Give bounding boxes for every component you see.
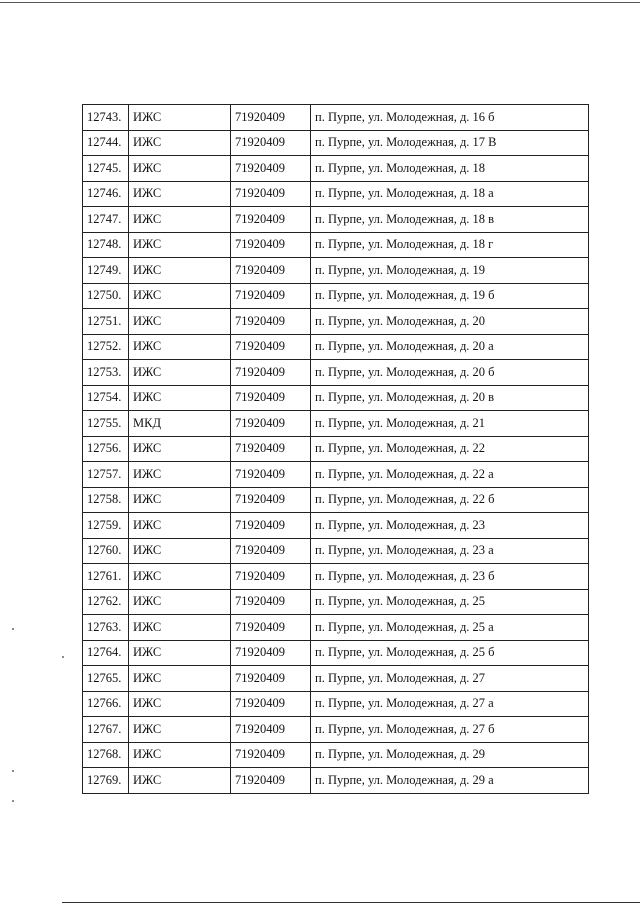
table-row	[83, 105, 589, 131]
address-cell: п. Пурпе, ул. Молодежная, д. 25	[311, 589, 589, 615]
building-type-cell: ИЖС	[129, 334, 231, 360]
address-cell: п. Пурпе, ул. Молодежная, д. 19	[311, 258, 589, 284]
building-type-cell: ИЖС	[129, 258, 231, 284]
oktmo-code-cell: 71920409	[231, 717, 311, 743]
address-cell: п. Пурпе, ул. Молодежная, д. 18	[311, 156, 589, 182]
table-row	[83, 513, 589, 539]
record-number-cell: 12748.	[83, 232, 129, 258]
address-cell: п. Пурпе, ул. Молодежная, д. 19 б	[311, 283, 589, 309]
record-number-cell: 12768.	[83, 742, 129, 768]
building-type-cell: ИЖС	[129, 462, 231, 488]
oktmo-code-cell: 71920409	[231, 768, 311, 794]
oktmo-code-cell: 71920409	[231, 360, 311, 386]
table-row	[83, 309, 589, 335]
oktmo-code-cell: 71920409	[231, 232, 311, 258]
table-row	[83, 615, 589, 641]
table-row	[83, 156, 589, 182]
table-row	[83, 538, 589, 564]
address-cell: п. Пурпе, ул. Молодежная, д. 25 б	[311, 640, 589, 666]
top-scan-edge	[0, 2, 640, 3]
oktmo-code-cell: 71920409	[231, 462, 311, 488]
record-number-cell: 12760.	[83, 538, 129, 564]
oktmo-code-cell: 71920409	[231, 691, 311, 717]
address-cell: п. Пурпе, ул. Молодежная, д. 29	[311, 742, 589, 768]
oktmo-code-cell: 71920409	[231, 436, 311, 462]
address-cell: п. Пурпе, ул. Молодежная, д. 23	[311, 513, 589, 539]
bottom-scan-edge	[62, 902, 640, 903]
oktmo-code-cell: 71920409	[231, 640, 311, 666]
oktmo-code-cell: 71920409	[231, 283, 311, 309]
address-cell: п. Пурпе, ул. Молодежная, д. 18 в	[311, 207, 589, 233]
oktmo-code-cell: 71920409	[231, 564, 311, 590]
record-number-cell: 12756.	[83, 436, 129, 462]
record-number-cell: 12747.	[83, 207, 129, 233]
address-cell: п. Пурпе, ул. Молодежная, д. 27 а	[311, 691, 589, 717]
building-type-cell: ИЖС	[129, 666, 231, 692]
building-type-cell: ИЖС	[129, 513, 231, 539]
registry-table-body	[83, 105, 589, 794]
oktmo-code-cell: 71920409	[231, 105, 311, 131]
table-row	[83, 436, 589, 462]
table-row	[83, 487, 589, 513]
record-number-cell: 12744.	[83, 130, 129, 156]
building-type-cell: ИЖС	[129, 487, 231, 513]
address-cell: п. Пурпе, ул. Молодежная, д. 20	[311, 309, 589, 335]
address-cell: п. Пурпе, ул. Молодежная, д. 20 б	[311, 360, 589, 386]
address-cell: п. Пурпе, ул. Молодежная, д. 17 В	[311, 130, 589, 156]
table-row	[83, 691, 589, 717]
table-row	[83, 411, 589, 437]
address-cell: п. Пурпе, ул. Молодежная, д. 16 б	[311, 105, 589, 131]
oktmo-code-cell: 71920409	[231, 615, 311, 641]
record-number-cell: 12766.	[83, 691, 129, 717]
record-number-cell: 12759.	[83, 513, 129, 539]
oktmo-code-cell: 71920409	[231, 513, 311, 539]
table-row	[83, 207, 589, 233]
record-number-cell: 12751.	[83, 309, 129, 335]
record-number-cell: 12769.	[83, 768, 129, 794]
record-number-cell: 12753.	[83, 360, 129, 386]
table-row	[83, 742, 589, 768]
table-row	[83, 717, 589, 743]
table-row	[83, 564, 589, 590]
record-number-cell: 12763.	[83, 615, 129, 641]
table-row	[83, 462, 589, 488]
record-number-cell: 12765.	[83, 666, 129, 692]
building-type-cell: ИЖС	[129, 538, 231, 564]
building-type-cell: ИЖС	[129, 615, 231, 641]
record-number-cell: 12764.	[83, 640, 129, 666]
building-type-cell: ИЖС	[129, 768, 231, 794]
address-cell: п. Пурпе, ул. Молодежная, д. 21	[311, 411, 589, 437]
record-number-cell: 12743.	[83, 105, 129, 131]
building-type-cell: ИЖС	[129, 232, 231, 258]
scan-speck	[62, 656, 64, 658]
oktmo-code-cell: 71920409	[231, 258, 311, 284]
table-row	[83, 666, 589, 692]
table-row	[83, 283, 589, 309]
building-type-cell: ИЖС	[129, 564, 231, 590]
building-type-cell: ИЖС	[129, 283, 231, 309]
building-type-cell: ИЖС	[129, 717, 231, 743]
building-type-cell: ИЖС	[129, 589, 231, 615]
building-type-cell: ИЖС	[129, 156, 231, 182]
building-type-cell: ИЖС	[129, 360, 231, 386]
address-cell: п. Пурпе, ул. Молодежная, д. 18 г	[311, 232, 589, 258]
address-cell: п. Пурпе, ул. Молодежная, д. 18 а	[311, 181, 589, 207]
record-number-cell: 12762.	[83, 589, 129, 615]
building-type-cell: ИЖС	[129, 640, 231, 666]
table-row	[83, 589, 589, 615]
oktmo-code-cell: 71920409	[231, 130, 311, 156]
building-type-cell: ИЖС	[129, 207, 231, 233]
building-type-cell: ИЖС	[129, 309, 231, 335]
oktmo-code-cell: 71920409	[231, 487, 311, 513]
scan-speck	[12, 770, 14, 772]
table-row	[83, 768, 589, 794]
address-cell: п. Пурпе, ул. Молодежная, д. 25 а	[311, 615, 589, 641]
record-number-cell: 12757.	[83, 462, 129, 488]
record-number-cell: 12746.	[83, 181, 129, 207]
building-type-cell: ИЖС	[129, 742, 231, 768]
record-number-cell: 12749.	[83, 258, 129, 284]
record-number-cell: 12750.	[83, 283, 129, 309]
table-row	[83, 258, 589, 284]
oktmo-code-cell: 71920409	[231, 181, 311, 207]
record-number-cell: 12761.	[83, 564, 129, 590]
building-type-cell: ИЖС	[129, 436, 231, 462]
address-cell: п. Пурпе, ул. Молодежная, д. 20 а	[311, 334, 589, 360]
address-cell: п. Пурпе, ул. Молодежная, д. 27 б	[311, 717, 589, 743]
record-number-cell: 12758.	[83, 487, 129, 513]
address-cell: п. Пурпе, ул. Молодежная, д. 23 а	[311, 538, 589, 564]
table-row	[83, 360, 589, 386]
oktmo-code-cell: 71920409	[231, 411, 311, 437]
address-cell: п. Пурпе, ул. Молодежная, д. 20 в	[311, 385, 589, 411]
table-row	[83, 640, 589, 666]
oktmo-code-cell: 71920409	[231, 156, 311, 182]
table-row	[83, 334, 589, 360]
oktmo-code-cell: 71920409	[231, 385, 311, 411]
building-type-cell: ИЖС	[129, 181, 231, 207]
oktmo-code-cell: 71920409	[231, 742, 311, 768]
table-row	[83, 385, 589, 411]
oktmo-code-cell: 71920409	[231, 589, 311, 615]
oktmo-code-cell: 71920409	[231, 309, 311, 335]
record-number-cell: 12752.	[83, 334, 129, 360]
oktmo-code-cell: 71920409	[231, 538, 311, 564]
building-type-cell: ИЖС	[129, 105, 231, 131]
table-row	[83, 130, 589, 156]
building-type-cell: ИЖС	[129, 691, 231, 717]
table-row	[83, 181, 589, 207]
table-row	[83, 232, 589, 258]
scan-speck	[12, 800, 14, 802]
scan-speck	[12, 628, 14, 630]
oktmo-code-cell: 71920409	[231, 207, 311, 233]
oktmo-code-cell: 71920409	[231, 666, 311, 692]
address-cell: п. Пурпе, ул. Молодежная, д. 22 а	[311, 462, 589, 488]
record-number-cell: 12745.	[83, 156, 129, 182]
address-cell: п. Пурпе, ул. Молодежная, д. 29 а	[311, 768, 589, 794]
record-number-cell: 12755.	[83, 411, 129, 437]
address-cell: п. Пурпе, ул. Молодежная, д. 22 б	[311, 487, 589, 513]
record-number-cell: 12754.	[83, 385, 129, 411]
oktmo-code-cell: 71920409	[231, 334, 311, 360]
address-registry-table	[82, 104, 589, 794]
address-cell: п. Пурпе, ул. Молодежная, д. 27	[311, 666, 589, 692]
address-cell: п. Пурпе, ул. Молодежная, д. 23 б	[311, 564, 589, 590]
building-type-cell: МКД	[129, 411, 231, 437]
building-type-cell: ИЖС	[129, 385, 231, 411]
address-cell: п. Пурпе, ул. Молодежная, д. 22	[311, 436, 589, 462]
building-type-cell: ИЖС	[129, 130, 231, 156]
record-number-cell: 12767.	[83, 717, 129, 743]
